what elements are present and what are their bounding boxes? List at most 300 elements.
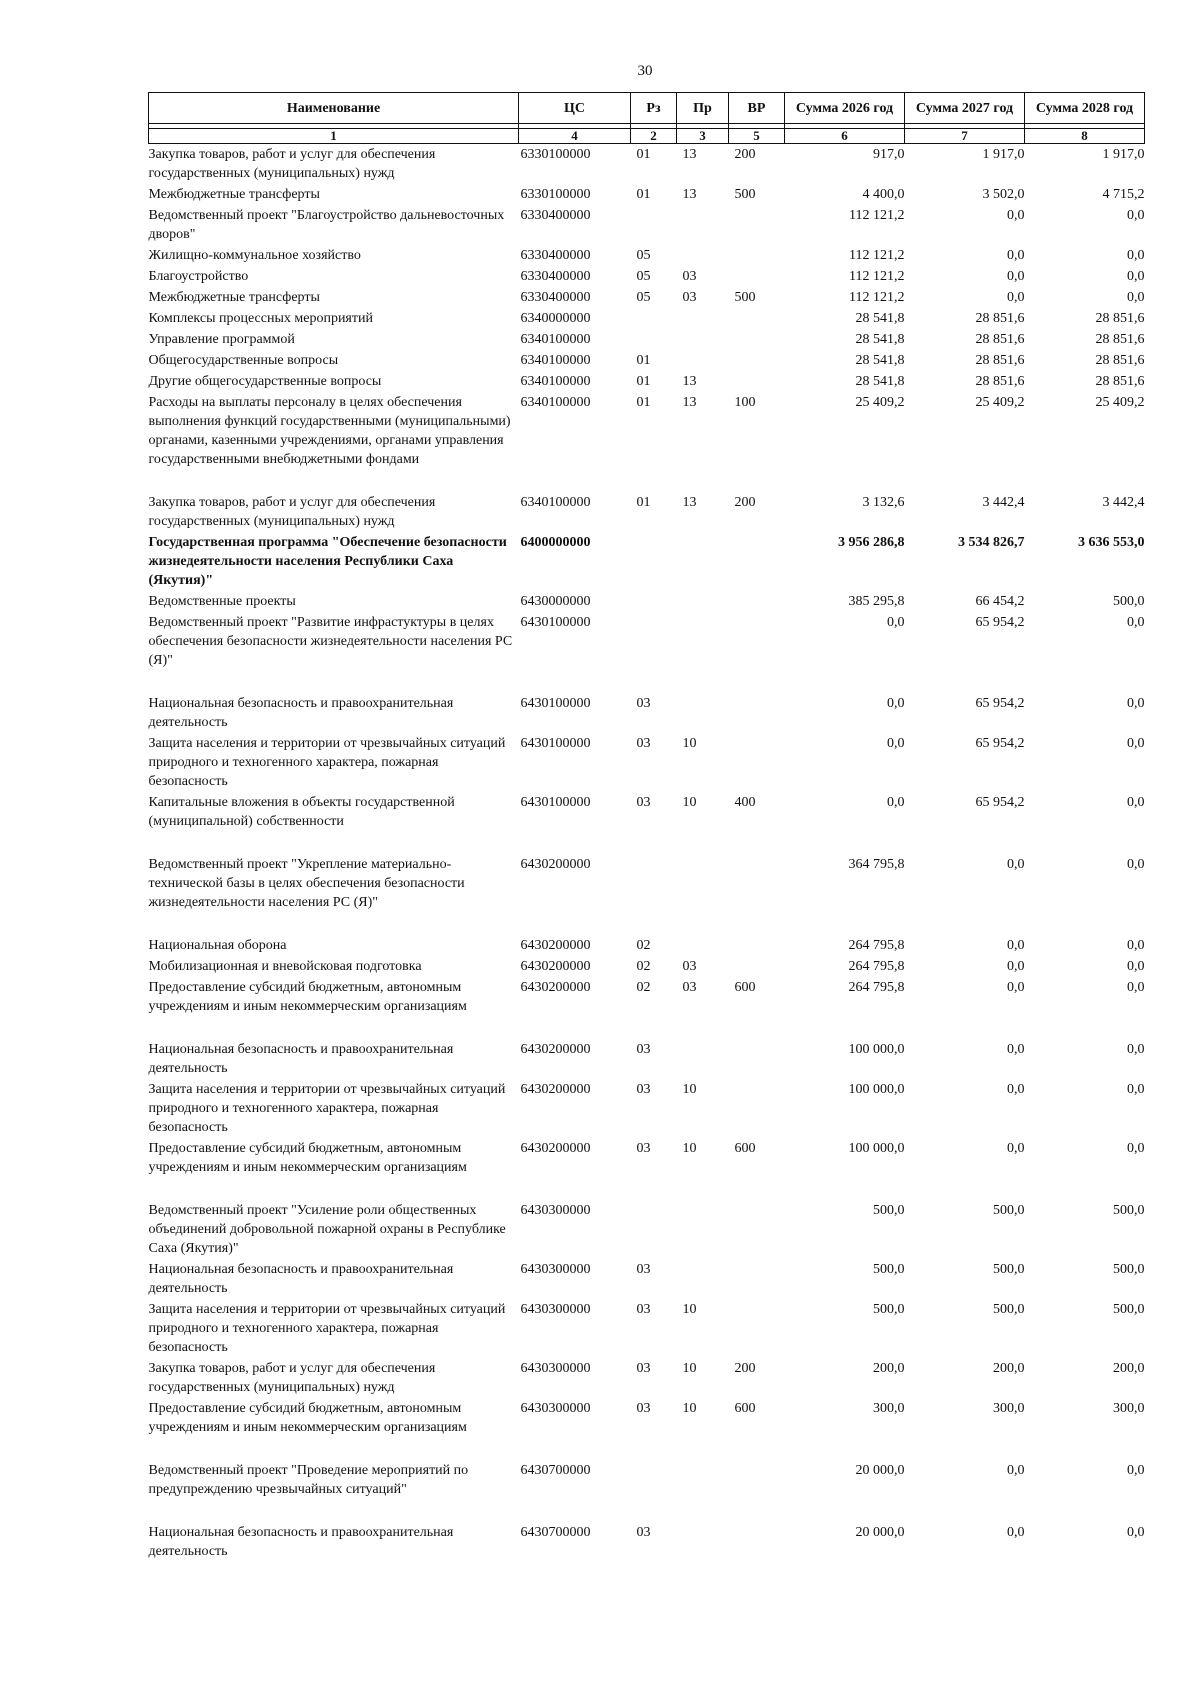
row-sum-2026: 300,0 bbox=[873, 1401, 905, 1416]
row-sum-2027: 0,0 bbox=[1007, 208, 1025, 223]
row-sum-2027: 3 534 826,7 bbox=[958, 535, 1025, 550]
row-name: Предоставление субсидий бюджетным, автономным учреждениям и иным некоммерческим организациям bbox=[148, 980, 467, 1014]
row-name: Национальная оборона bbox=[148, 938, 287, 953]
row-rz: 02 bbox=[636, 980, 651, 995]
row-vr: 200 bbox=[734, 1361, 756, 1376]
table-row bbox=[149, 205, 1145, 245]
row-cs-code: 6340100000 bbox=[520, 353, 591, 368]
row-pr: 10 bbox=[682, 736, 697, 751]
row-pr bbox=[677, 245, 729, 266]
row-sum-2026: 0,0 bbox=[887, 615, 905, 630]
row-pr: 03 bbox=[682, 290, 697, 305]
row-vr bbox=[729, 1299, 785, 1358]
row-vr: 100 bbox=[734, 395, 756, 410]
row-sum-2028: 28 851,6 bbox=[1095, 311, 1145, 326]
row-pr bbox=[677, 308, 729, 329]
row-sum-2026: 385 295,8 bbox=[848, 594, 905, 609]
row-cs-code: 6430200000 bbox=[520, 1082, 591, 1097]
table-row bbox=[149, 1259, 1145, 1299]
col-number: 4 bbox=[519, 129, 631, 144]
row-pr: 10 bbox=[682, 1302, 697, 1317]
row-rz: 03 bbox=[636, 1082, 651, 1097]
row-rz: 03 bbox=[636, 1042, 651, 1057]
row-vr bbox=[729, 693, 785, 733]
col-number: 7 bbox=[905, 129, 1025, 144]
row-sum-2028: 0,0 bbox=[1127, 1463, 1145, 1478]
row-cs-code: 6430700000 bbox=[520, 1463, 591, 1478]
row-vr bbox=[729, 245, 785, 266]
row-cs-code: 6340100000 bbox=[520, 332, 591, 347]
row-sum-2027: 1 917,0 bbox=[982, 147, 1025, 162]
row-rz bbox=[631, 532, 677, 591]
header-sum-2028: Сумма 2028 год bbox=[1025, 93, 1145, 124]
row-sum-2028: 25 409,2 bbox=[1095, 395, 1145, 410]
row-sum-2028: 500,0 bbox=[1113, 594, 1145, 609]
row-sum-2027: 65 954,2 bbox=[975, 795, 1025, 810]
header-row bbox=[149, 93, 1145, 124]
table-row bbox=[149, 591, 1145, 612]
row-name: Предоставление субсидий бюджетным, автономным учреждениям и иным некоммерческим организациям bbox=[148, 1401, 467, 1435]
row-cs-code: 6430300000 bbox=[520, 1203, 591, 1218]
col-number: 6 bbox=[785, 129, 905, 144]
row-pr bbox=[677, 532, 729, 591]
row-sum-2026: 3 956 286,8 bbox=[838, 535, 905, 550]
row-cs-code: 6430100000 bbox=[520, 615, 591, 630]
row-vr: 600 bbox=[734, 1141, 756, 1156]
col-number: 8 bbox=[1025, 129, 1145, 144]
table-row bbox=[149, 184, 1145, 205]
header-name: Наименование bbox=[149, 93, 519, 124]
row-sum-2028: 0,0 bbox=[1127, 248, 1145, 263]
row-sum-2028: 0,0 bbox=[1127, 1042, 1145, 1057]
row-pr bbox=[677, 1460, 729, 1522]
row-pr bbox=[677, 854, 729, 935]
table-row bbox=[149, 693, 1145, 733]
row-name: Межбюджетные трансферты bbox=[148, 187, 320, 202]
row-pr bbox=[677, 205, 729, 245]
table-row bbox=[149, 371, 1145, 392]
row-sum-2028: 0,0 bbox=[1127, 980, 1145, 995]
header-sum-2027: Сумма 2027 год bbox=[905, 93, 1025, 124]
row-pr bbox=[677, 591, 729, 612]
table-row bbox=[149, 854, 1145, 935]
header-rz: Рз bbox=[631, 93, 677, 124]
row-cs-code: 6430200000 bbox=[520, 857, 591, 872]
row-name: Другие общегосударственные вопросы bbox=[148, 374, 382, 389]
row-rz: 01 bbox=[636, 147, 651, 162]
row-rz bbox=[631, 308, 677, 329]
row-sum-2026: 0,0 bbox=[887, 736, 905, 751]
row-rz: 01 bbox=[636, 495, 651, 510]
row-sum-2028: 28 851,6 bbox=[1095, 332, 1145, 347]
row-cs-code: 6340100000 bbox=[520, 395, 591, 410]
row-pr: 13 bbox=[682, 374, 697, 389]
row-rz: 03 bbox=[636, 736, 651, 751]
row-sum-2027: 0,0 bbox=[1007, 857, 1025, 872]
row-sum-2027: 500,0 bbox=[993, 1302, 1025, 1317]
row-name: Национальная безопасность и правоохранительная деятельность bbox=[148, 1262, 454, 1296]
table-row bbox=[149, 1398, 1145, 1460]
row-sum-2028: 200,0 bbox=[1113, 1361, 1145, 1376]
row-cs-code: 6430200000 bbox=[520, 1141, 591, 1156]
row-vr bbox=[729, 935, 785, 956]
row-sum-2026: 0,0 bbox=[887, 795, 905, 810]
row-vr bbox=[729, 350, 785, 371]
row-sum-2028: 0,0 bbox=[1127, 938, 1145, 953]
row-cs-code: 6340000000 bbox=[520, 311, 591, 326]
row-name: Закупка товаров, работ и услуг для обеспечения государственных (муниципальных) нужд bbox=[148, 495, 436, 529]
row-sum-2027: 25 409,2 bbox=[975, 395, 1025, 410]
table-row bbox=[149, 612, 1145, 693]
row-vr bbox=[729, 956, 785, 977]
row-sum-2026: 264 795,8 bbox=[848, 959, 905, 974]
row-rz: 05 bbox=[636, 290, 651, 305]
row-cs-code: 6430300000 bbox=[520, 1401, 591, 1416]
row-cs-code: 6330100000 bbox=[520, 187, 591, 202]
row-sum-2028: 0,0 bbox=[1127, 1141, 1145, 1156]
row-pr: 10 bbox=[682, 795, 697, 810]
row-vr: 500 bbox=[734, 187, 756, 202]
row-sum-2027: 28 851,6 bbox=[975, 374, 1025, 389]
row-cs-code: 6430700000 bbox=[520, 1525, 591, 1540]
row-sum-2027: 300,0 bbox=[993, 1401, 1025, 1416]
row-sum-2028: 0,0 bbox=[1127, 795, 1145, 810]
row-vr bbox=[729, 1039, 785, 1079]
row-cs-code: 6430300000 bbox=[520, 1361, 591, 1376]
row-name: Капитальные вложения в объекты государственной (муниципальной) собственности bbox=[148, 795, 455, 829]
row-name: Комплексы процессных мероприятий bbox=[148, 311, 373, 326]
row-vr bbox=[729, 1460, 785, 1522]
row-name: Предоставление субсидий бюджетным, автономным учреждениям и иным некоммерческим организациям bbox=[148, 1141, 467, 1175]
table-row bbox=[149, 1299, 1145, 1358]
row-sum-2028: 0,0 bbox=[1127, 959, 1145, 974]
row-sum-2027: 66 454,2 bbox=[975, 594, 1025, 609]
table-row bbox=[149, 792, 1145, 854]
row-rz: 03 bbox=[636, 1525, 651, 1540]
table-row bbox=[149, 1138, 1145, 1200]
row-sum-2026: 112 121,2 bbox=[849, 290, 905, 305]
row-sum-2028: 500,0 bbox=[1113, 1262, 1145, 1277]
row-rz: 01 bbox=[636, 395, 651, 410]
header-cs: ЦС bbox=[519, 93, 631, 124]
row-sum-2027: 0,0 bbox=[1007, 938, 1025, 953]
table-row bbox=[149, 329, 1145, 350]
row-vr bbox=[729, 591, 785, 612]
row-sum-2027: 0,0 bbox=[1007, 1141, 1025, 1156]
row-sum-2027: 0,0 bbox=[1007, 1525, 1025, 1540]
row-sum-2026: 20 000,0 bbox=[855, 1525, 905, 1540]
row-vr bbox=[729, 1522, 785, 1562]
row-rz: 03 bbox=[636, 696, 651, 711]
row-cs-code: 6430200000 bbox=[520, 938, 591, 953]
row-pr: 03 bbox=[682, 269, 697, 284]
row-sum-2026: 4 400,0 bbox=[862, 187, 905, 202]
row-pr bbox=[677, 329, 729, 350]
row-sum-2026: 20 000,0 bbox=[855, 1463, 905, 1478]
row-sum-2028: 0,0 bbox=[1127, 736, 1145, 751]
row-sum-2026: 500,0 bbox=[873, 1203, 905, 1218]
row-rz: 03 bbox=[636, 1141, 651, 1156]
row-vr bbox=[729, 733, 785, 792]
row-vr bbox=[729, 854, 785, 935]
row-name: Национальная безопасность и правоохранительная деятельность bbox=[148, 696, 454, 730]
row-sum-2026: 28 541,8 bbox=[855, 311, 905, 326]
row-rz: 03 bbox=[636, 1361, 651, 1376]
table-row bbox=[149, 144, 1145, 185]
table-row bbox=[149, 1200, 1145, 1259]
row-name: Межбюджетные трансферты bbox=[148, 290, 320, 305]
row-cs-code: 6430200000 bbox=[520, 980, 591, 995]
row-sum-2028: 0,0 bbox=[1127, 269, 1145, 284]
row-pr: 10 bbox=[682, 1401, 697, 1416]
row-sum-2026: 100 000,0 bbox=[848, 1042, 905, 1057]
row-pr bbox=[677, 1200, 729, 1259]
row-pr bbox=[677, 1039, 729, 1079]
row-sum-2027: 0,0 bbox=[1007, 980, 1025, 995]
table-row bbox=[149, 1039, 1145, 1079]
row-sum-2026: 0,0 bbox=[887, 696, 905, 711]
row-cs-code: 6430100000 bbox=[520, 736, 591, 751]
row-name: Ведомственный проект "Благоустройство дальневосточных дворов" bbox=[148, 208, 505, 242]
row-sum-2026: 100 000,0 bbox=[848, 1141, 905, 1156]
row-rz: 02 bbox=[636, 959, 651, 974]
row-sum-2027: 28 851,6 bbox=[975, 332, 1025, 347]
row-rz: 02 bbox=[636, 938, 651, 953]
row-sum-2027: 0,0 bbox=[1007, 959, 1025, 974]
row-sum-2028: 3 636 553,0 bbox=[1078, 535, 1145, 550]
table-row bbox=[149, 392, 1145, 492]
col-number: 3 bbox=[677, 129, 729, 144]
row-rz: 03 bbox=[636, 795, 651, 810]
table-row bbox=[149, 1079, 1145, 1138]
row-sum-2027: 0,0 bbox=[1007, 248, 1025, 263]
col-number: 2 bbox=[631, 129, 677, 144]
row-vr bbox=[729, 371, 785, 392]
row-name: Ведомственные проекты bbox=[148, 594, 296, 609]
row-sum-2026: 25 409,2 bbox=[855, 395, 905, 410]
row-name: Расходы на выплаты персоналу в целях обеспечения выполнения функций государственными (муниципальными) органами, казенными учреждениями, органами управления государственными внебюджетными фондами bbox=[148, 395, 511, 467]
row-pr bbox=[677, 1259, 729, 1299]
row-rz bbox=[631, 612, 677, 693]
row-vr bbox=[729, 266, 785, 287]
row-pr: 03 bbox=[682, 980, 697, 995]
row-sum-2028: 0,0 bbox=[1127, 208, 1145, 223]
row-name: Защита населения и территории от чрезвычайных ситуаций природного и техногенного характера, пожарная безопасность bbox=[148, 1082, 506, 1135]
row-sum-2026: 28 541,8 bbox=[855, 332, 905, 347]
row-name: Управление программой bbox=[148, 332, 295, 347]
row-sum-2027: 200,0 bbox=[993, 1361, 1025, 1376]
row-name: Ведомственный проект "Усиление роли общественных объединений добровольной пожарной охраны в Республике Саха (Якутия)" bbox=[148, 1203, 506, 1256]
column-number-row bbox=[149, 129, 1145, 144]
col-number: 1 bbox=[149, 129, 519, 144]
row-sum-2027: 500,0 bbox=[993, 1203, 1025, 1218]
row-sum-2027: 3 502,0 bbox=[982, 187, 1025, 202]
row-cs-code: 6330100000 bbox=[520, 147, 591, 162]
row-sum-2027: 0,0 bbox=[1007, 269, 1025, 284]
row-name: Защита населения и территории от чрезвычайных ситуаций природного и техногенного характера, пожарная безопасность bbox=[148, 736, 506, 789]
row-sum-2028: 0,0 bbox=[1127, 1082, 1145, 1097]
row-rz: 01 bbox=[636, 187, 651, 202]
row-vr bbox=[729, 1079, 785, 1138]
row-name: Закупка товаров, работ и услуг для обеспечения государственных (муниципальных) нужд bbox=[148, 1361, 436, 1395]
table-row bbox=[149, 733, 1145, 792]
row-sum-2028: 0,0 bbox=[1127, 1525, 1145, 1540]
row-rz bbox=[631, 1460, 677, 1522]
row-name: Ведомственный проект "Развитие инфрастуктуры в целях обеспечения безопасности жизнедеятельности населения РС (Я)" bbox=[148, 615, 513, 668]
row-sum-2027: 28 851,6 bbox=[975, 311, 1025, 326]
row-name: Закупка товаров, работ и услуг для обеспечения государственных (муниципальных) нужд bbox=[148, 147, 436, 181]
header-sum-2026: Сумма 2026 год bbox=[785, 93, 905, 124]
row-sum-2026: 100 000,0 bbox=[848, 1082, 905, 1097]
row-rz: 01 bbox=[636, 374, 651, 389]
row-vr bbox=[729, 1259, 785, 1299]
row-sum-2026: 112 121,2 bbox=[849, 248, 905, 263]
row-cs-code: 6430000000 bbox=[520, 594, 591, 609]
table-body bbox=[149, 144, 1145, 1563]
row-rz: 05 bbox=[636, 269, 651, 284]
row-cs-code: 6330400000 bbox=[520, 290, 591, 305]
row-sum-2026: 264 795,8 bbox=[848, 938, 905, 953]
table-row bbox=[149, 532, 1145, 591]
table-row bbox=[149, 977, 1145, 1039]
row-sum-2026: 364 795,8 bbox=[848, 857, 905, 872]
row-sum-2026: 917,0 bbox=[873, 147, 905, 162]
row-sum-2027: 65 954,2 bbox=[975, 736, 1025, 751]
row-pr: 13 bbox=[682, 187, 697, 202]
row-sum-2027: 0,0 bbox=[1007, 1082, 1025, 1097]
budget-table bbox=[148, 92, 1145, 1562]
row-name: Защита населения и территории от чрезвычайных ситуаций природного и техногенного характера, пожарная безопасность bbox=[148, 1302, 506, 1355]
row-cs-code: 6430200000 bbox=[520, 1042, 591, 1057]
row-sum-2026: 112 121,2 bbox=[849, 269, 905, 284]
row-sum-2026: 112 121,2 bbox=[849, 208, 905, 223]
table-row bbox=[149, 1460, 1145, 1522]
table-row bbox=[149, 956, 1145, 977]
row-name: Благоустройство bbox=[148, 269, 249, 284]
row-sum-2028: 1 917,0 bbox=[1102, 147, 1145, 162]
row-rz bbox=[631, 329, 677, 350]
row-vr: 600 bbox=[734, 1401, 756, 1416]
row-cs-code: 6330400000 bbox=[520, 269, 591, 284]
row-rz: 03 bbox=[636, 1401, 651, 1416]
row-cs-code: 6430100000 bbox=[520, 795, 591, 810]
table-row bbox=[149, 266, 1145, 287]
row-vr: 500 bbox=[734, 290, 756, 305]
row-cs-code: 6430300000 bbox=[520, 1302, 591, 1317]
row-cs-code: 6340100000 bbox=[520, 374, 591, 389]
row-sum-2027: 0,0 bbox=[1007, 1042, 1025, 1057]
table-row bbox=[149, 308, 1145, 329]
table-row bbox=[149, 287, 1145, 308]
row-sum-2028: 0,0 bbox=[1127, 615, 1145, 630]
row-name: Государственная программа "Обеспечение безопасности жизнедеятельности населения Республики Саха (Якутия)" bbox=[148, 535, 507, 588]
row-rz: 03 bbox=[636, 1262, 651, 1277]
row-rz bbox=[631, 205, 677, 245]
row-pr bbox=[677, 612, 729, 693]
row-cs-code: 6340100000 bbox=[520, 495, 591, 510]
row-cs-code: 6330400000 bbox=[520, 208, 591, 223]
row-rz bbox=[631, 1200, 677, 1259]
row-sum-2026: 264 795,8 bbox=[848, 980, 905, 995]
row-sum-2027: 0,0 bbox=[1007, 290, 1025, 305]
row-name: Жилищно-коммунальное хозяйство bbox=[148, 248, 361, 263]
row-cs-code: 6400000000 bbox=[520, 535, 591, 550]
row-sum-2028: 4 715,2 bbox=[1102, 187, 1145, 202]
row-pr: 10 bbox=[682, 1082, 697, 1097]
row-vr bbox=[729, 612, 785, 693]
row-pr bbox=[677, 935, 729, 956]
row-vr bbox=[729, 205, 785, 245]
row-pr bbox=[677, 693, 729, 733]
row-pr: 13 bbox=[682, 495, 697, 510]
row-name: Общегосударственные вопросы bbox=[148, 353, 339, 368]
row-name: Мобилизационная и вневойсковая подготовка bbox=[148, 959, 422, 974]
row-vr: 600 bbox=[734, 980, 756, 995]
table-row bbox=[149, 245, 1145, 266]
row-sum-2028: 500,0 bbox=[1113, 1302, 1145, 1317]
row-cs-code: 6430100000 bbox=[520, 696, 591, 711]
row-sum-2028: 500,0 bbox=[1113, 1203, 1145, 1218]
table-row bbox=[149, 350, 1145, 371]
header-vr: ВР bbox=[729, 93, 785, 124]
row-vr: 400 bbox=[734, 795, 756, 810]
table-row bbox=[149, 935, 1145, 956]
row-sum-2026: 200,0 bbox=[873, 1361, 905, 1376]
table-row bbox=[149, 1358, 1145, 1398]
row-sum-2026: 28 541,8 bbox=[855, 374, 905, 389]
row-sum-2028: 28 851,6 bbox=[1095, 353, 1145, 368]
row-pr: 10 bbox=[682, 1141, 697, 1156]
row-sum-2027: 0,0 bbox=[1007, 1463, 1025, 1478]
row-vr bbox=[729, 1200, 785, 1259]
row-sum-2028: 300,0 bbox=[1113, 1401, 1145, 1416]
header-pr: Пр bbox=[677, 93, 729, 124]
row-sum-2026: 500,0 bbox=[873, 1302, 905, 1317]
row-vr: 200 bbox=[734, 495, 756, 510]
row-sum-2026: 500,0 bbox=[873, 1262, 905, 1277]
row-name: Ведомственный проект "Проведение мероприятий по предупреждению чрезвычайных ситуаций" bbox=[148, 1463, 469, 1497]
row-pr: 10 bbox=[682, 1361, 697, 1376]
row-sum-2028: 28 851,6 bbox=[1095, 374, 1145, 389]
row-vr bbox=[729, 329, 785, 350]
row-vr: 200 bbox=[734, 147, 756, 162]
page-number: 30 bbox=[637, 63, 653, 79]
row-pr bbox=[677, 1522, 729, 1562]
table-row bbox=[149, 1522, 1145, 1562]
row-vr bbox=[729, 532, 785, 591]
row-sum-2027: 500,0 bbox=[993, 1262, 1025, 1277]
row-sum-2028: 0,0 bbox=[1127, 857, 1145, 872]
row-rz: 05 bbox=[636, 248, 651, 263]
row-pr: 03 bbox=[682, 959, 697, 974]
row-name: Национальная безопасность и правоохранительная деятельность bbox=[148, 1042, 454, 1076]
row-rz bbox=[631, 591, 677, 612]
row-vr bbox=[729, 308, 785, 329]
row-cs-code: 6330400000 bbox=[520, 248, 591, 263]
row-sum-2027: 28 851,6 bbox=[975, 353, 1025, 368]
row-name: Ведомственный проект "Укрепление материально-технической базы в целях обеспечения безопасности жизнедеятельности населения РС (Я)" bbox=[148, 857, 465, 910]
table-row bbox=[149, 492, 1145, 532]
row-pr: 13 bbox=[682, 395, 697, 410]
row-sum-2027: 65 954,2 bbox=[975, 696, 1025, 711]
row-pr bbox=[677, 350, 729, 371]
row-cs-code: 6430300000 bbox=[520, 1262, 591, 1277]
row-rz: 01 bbox=[636, 353, 651, 368]
col-number: 5 bbox=[729, 129, 785, 144]
row-sum-2028: 3 442,4 bbox=[1102, 495, 1145, 510]
row-cs-code: 6430200000 bbox=[520, 959, 591, 974]
row-sum-2028: 0,0 bbox=[1127, 696, 1145, 711]
